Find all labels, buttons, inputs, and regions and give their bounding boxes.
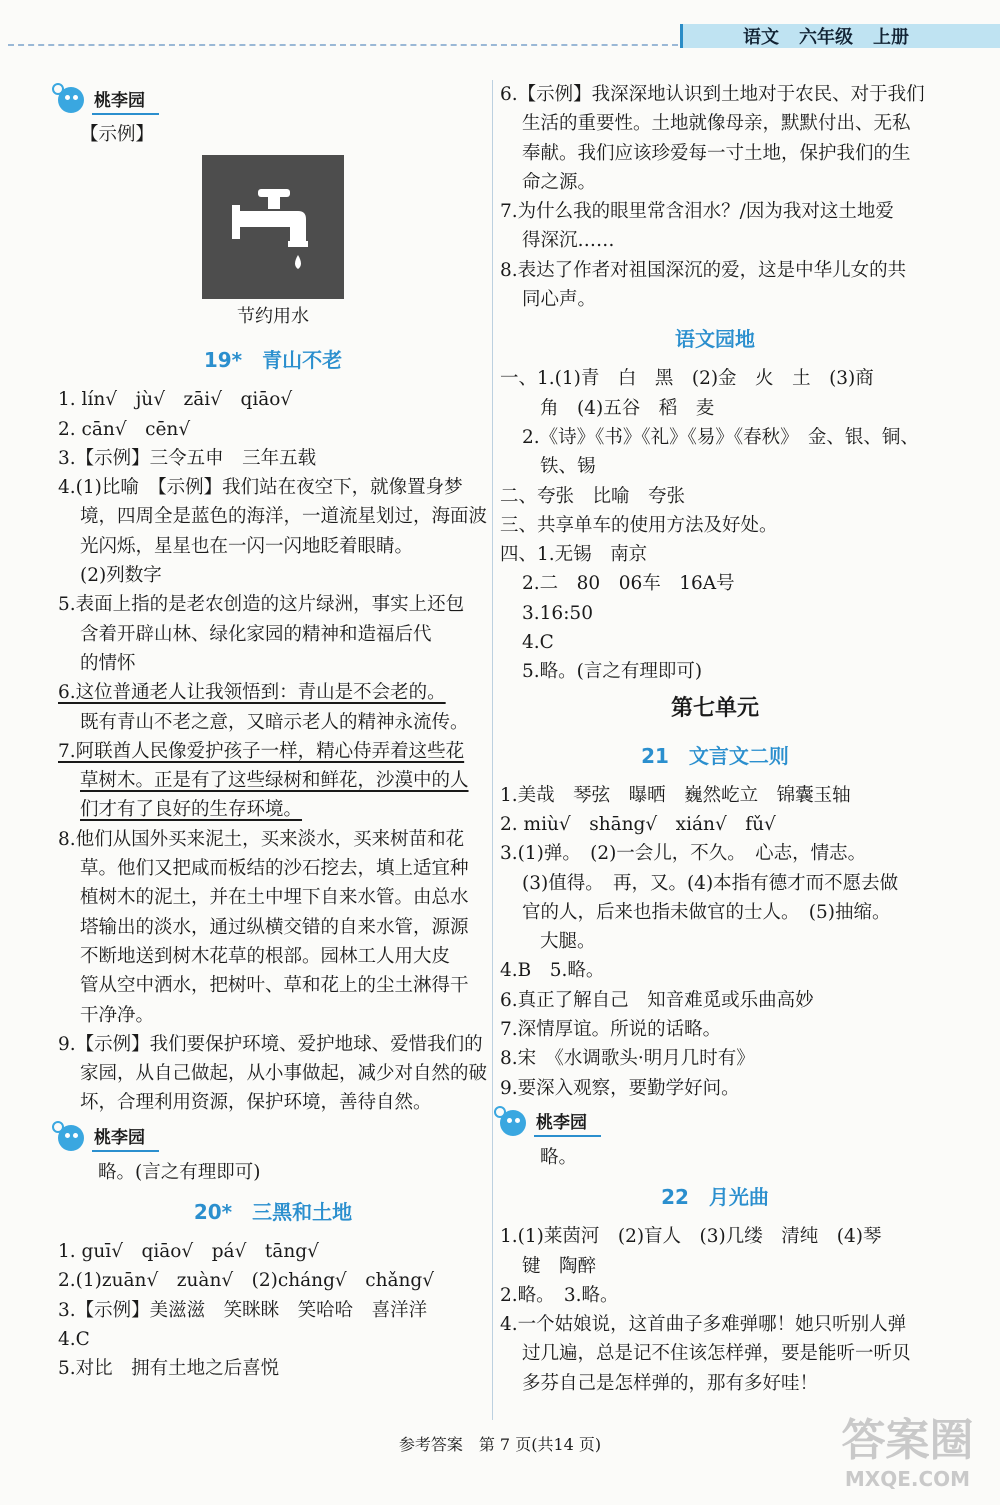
section-19-title: 19* 青山不老 [203, 348, 343, 373]
yuwen-yuandi-title: 语文园地 [675, 327, 755, 352]
taoliyuan-label: 桃李园 [58, 1118, 488, 1158]
answer-line: 4.一个姑娘说，这首曲子多难弹哪！她只听别人弹 [500, 1314, 907, 1336]
answer-line: 7.阿联酋人民像爱护孩子一样，精心侍弄着这些花 [58, 740, 465, 762]
answer-line: 管从空中洒水，把树叶、草和花上的尘土淋得干 [80, 975, 469, 997]
term: 上册 [873, 27, 909, 48]
answer-line: 5.略。(言之有理即可) [522, 661, 703, 683]
answer-line: 7.深情厚谊。所说的话略。 [500, 1019, 722, 1041]
answer-line: 9.【示例】我们要保护环境、爱护地球、爱惜我们的 [58, 1033, 483, 1055]
mascot-icon [500, 1110, 526, 1136]
taoliyuan-label: 桃李园 [500, 1103, 930, 1143]
answer-line: 铁、锡 [540, 456, 596, 478]
section-21-title: 21 文言文二则 [641, 743, 789, 768]
answer-line: 们才有了良好的生存环境。 [80, 799, 303, 821]
answer-line: 得深沉…… [522, 230, 615, 252]
taoliyuan-answer: 略。(言之有理即可) [98, 1161, 261, 1183]
answer-line: 3.【示例】美滋滋 笑眯眯 笑哈哈 喜洋洋 [58, 1299, 428, 1321]
taoliyuan-label: 桃李园 [58, 80, 488, 120]
answer-line: (3)值得。 再，又。(4)本指有德才而不愿去做 [522, 872, 899, 894]
answer-line: 3.【示例】三令五申 三年五载 [58, 447, 317, 469]
answer-line: 4.C [522, 632, 554, 654]
answer-line: 既有青山不老之意，又暗示老人的精神永流传。 [80, 711, 469, 733]
answer-line: 2. miù√ shāng√ xián√ fǔ√ [500, 813, 776, 835]
answer-line: 二、夸张 比喻 夸张 [500, 485, 686, 507]
section-22-answers [500, 1222, 930, 1398]
answer-line: 光闪烁，星星也在一闪一闪地眨着眼睛。 [80, 535, 414, 557]
header-dashed-rule [8, 44, 678, 46]
answer-line: 植树木的泥土，并在土中埋下自来水管。由总水 [80, 887, 469, 909]
watermark [820, 1415, 995, 1500]
answer-line: 2.(1)zuān√ zuàn√ (2)cháng√ chǎng√ [58, 1270, 435, 1292]
answer-line: 3.16:50 [522, 602, 593, 624]
answer-line: 7.为什么我的眼里常含泪水？/因为我对这土地爱 [500, 201, 894, 223]
answer-line: 6.真正了解自己 知音难觅或乐曲高妙 [500, 989, 814, 1011]
answer-line: 2. cān√ cēn√ [58, 418, 191, 440]
section-21-answers [500, 781, 930, 1103]
answer-line: 坏，合理利用资源，保护环境，善待自然。 [80, 1092, 432, 1114]
mascot-icon [58, 1125, 84, 1151]
section-20-answers [58, 1237, 488, 1383]
subject: 语文 [743, 27, 779, 48]
yuwen-yuandi-answers [500, 364, 930, 686]
taoliyuan-answer: 略。 [540, 1146, 578, 1168]
section-20-title: 20* 三黑和土地 [193, 1200, 353, 1225]
left-column [58, 80, 488, 1384]
answer-line: 键 陶醉 [522, 1255, 597, 1277]
answer-line: 干净净。 [80, 1004, 155, 1026]
answer-line: 三、共享单车的使用方法及好处。 [500, 514, 778, 536]
answer-line: 8.表达了作者对祖国深沉的爱，这是中华儿女的共 [500, 259, 907, 281]
answer-line: 一、1.(1)青 白 黑 (2)金 火 土 (3)商 [500, 368, 874, 390]
column-divider [492, 80, 493, 1420]
answer-line: 含着开辟山林、绿化家园的精神和造福后代 [80, 623, 432, 645]
example-label: 【示例】 [80, 124, 155, 145]
answer-line: 8.他们从国外买来泥土，买来淡水，买来树苗和花 [58, 828, 465, 850]
faucet-icon [202, 155, 344, 299]
water-tap-image [202, 155, 344, 299]
watermark-url: MXQE.COM [844, 1467, 971, 1491]
answer-line: 角 (4)五谷 稻 麦 [540, 397, 715, 419]
answer-line: (2)列数字 [80, 565, 162, 587]
section-22-title: 22 月光曲 [661, 1185, 769, 1210]
answer-line: 4.C [58, 1328, 90, 1350]
section-19-answers [58, 385, 488, 1117]
answer-line: 家园，从自己做起，从小事做起，减少对自然的破 [80, 1063, 488, 1085]
answer-line: 同心声。 [522, 289, 597, 311]
answer-line: 过几遍，总是记不住该怎样弹，要是能听一听贝 [522, 1343, 911, 1365]
answer-line: 1. guī√ qiāo√ pá√ tāng√ [58, 1241, 319, 1263]
answer-line: 多芬自己是怎样弹的，那有多好哇！ [522, 1372, 819, 1394]
right-column [500, 80, 930, 1398]
image-caption: 节约用水 [237, 306, 309, 328]
answer-line: 2.二 80 06车 16A号 [522, 573, 735, 595]
answer-line: 5.表面上指的是老农创造的这片绿洲，事实上还包 [58, 594, 465, 616]
answer-line: 3.(1)弹。 (2)一会儿，不久。 心志，情志。 [500, 843, 867, 865]
watermark-title: 答案圈 [841, 1415, 974, 1466]
answer-line: 官的人，后来也指未做官的士人。 (5)抽缩。 [522, 901, 891, 923]
answer-line: 6.这位普通老人让我领悟到：青山是不会老的。 [58, 682, 446, 704]
unit-7-title: 第七单元 [670, 695, 759, 721]
answer-line: 2.《诗》《书》《礼》《易》《春秋》 金、银、铜、 [522, 426, 919, 448]
answer-line: 四、1.无锡 南京 [500, 544, 648, 566]
answer-line: 塔输出的淡水，通过纵横交错的自来水管，源源 [80, 916, 469, 938]
section-20-continued [500, 80, 930, 314]
answer-line: 命之源。 [522, 171, 597, 193]
answer-line: 5.对比 拥有土地之后喜悦 [58, 1358, 280, 1380]
answer-line: 草树木。正是有了这些绿树和鲜花，沙漠中的人 [80, 770, 469, 792]
answer-line: 2.略。 3.略。 [500, 1284, 619, 1306]
answer-line: 4.B 5.略。 [500, 960, 605, 982]
answer-line: 6.【示例】我深深地认识到土地对于农民、对于我们 [500, 84, 925, 105]
answer-line: 9.要深入观察，要勤学好问。 [500, 1077, 740, 1099]
answer-line: 大腿。 [540, 931, 596, 953]
page-footer: 参考答案 第 7 页(共14 页) [398, 1435, 602, 1454]
mascot-icon [58, 87, 84, 113]
answer-line: 草。他们又把咸而板结的沙石挖去，填上适宜种 [80, 858, 469, 880]
answer-line: 境，四周全是蓝色的海洋，一道流星划过，海面波 [80, 506, 488, 528]
answer-line: 1. lín√ jù√ zāi√ qiāo√ [58, 389, 293, 411]
answer-line: 生活的重要性。土地就像母亲，默默付出、无私 [522, 113, 911, 135]
header-tab [680, 24, 1000, 48]
answer-line: 奉献。我们应该珍爱每一寸土地，保护我们的生 [522, 142, 911, 164]
answer-line: 4.(1)比喻 【示例】我们站在夜空下，就像置身梦 [58, 477, 463, 499]
answer-line: 1.美哉 琴弦 曝晒 巍然屹立 锦囊玉轴 [500, 784, 851, 806]
answer-line: 1.(1)莱茵河 (2)盲人 (3)几缕 清纯 (4)琴 [500, 1226, 882, 1248]
answer-line: 不断地送到树木花草的根部。园林工人用大皮 [80, 945, 451, 967]
answer-line: 8.宋 《水调歌头·明月几时有》 [500, 1048, 755, 1070]
grade: 六年级 [799, 27, 853, 48]
answer-line: 的情怀 [80, 652, 136, 674]
